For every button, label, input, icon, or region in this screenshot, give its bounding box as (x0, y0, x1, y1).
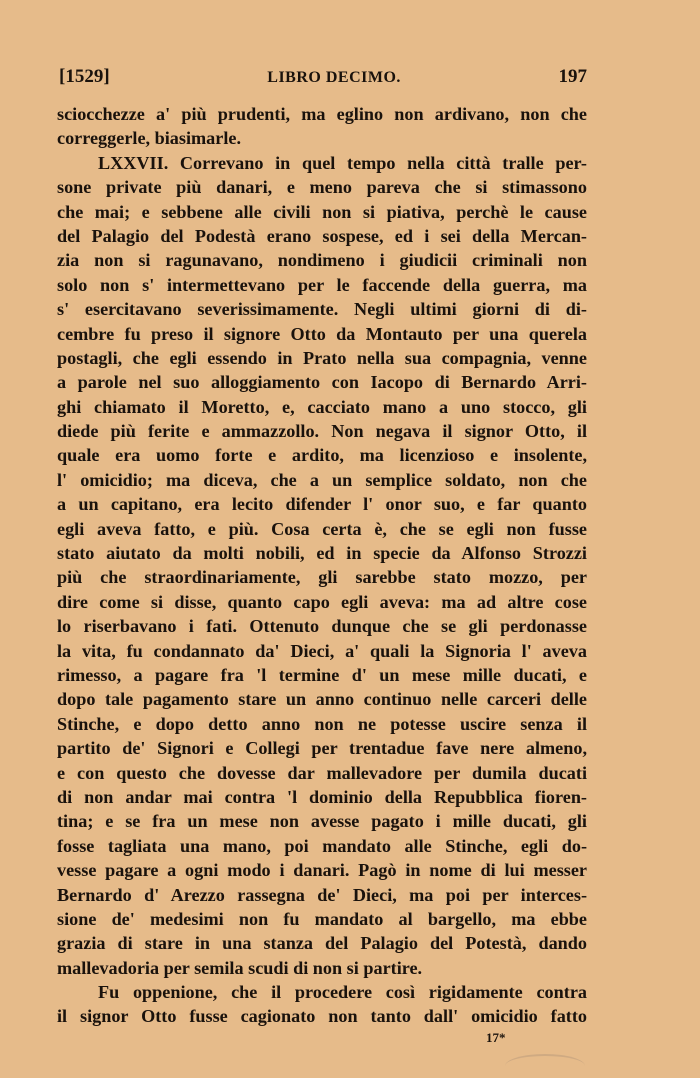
body-text (57, 102, 587, 1029)
text-line: s' esercitavano severissimamente. Negli ultimi giorni di di- (57, 299, 587, 320)
text-line: più che straordinariamente, gli sarebbe stato mozzo, per (57, 567, 587, 588)
text-line: Bernardo d' Arezzo rassegna de' Dieci, ma poi per interces- (57, 884, 587, 905)
text-line: l' omicidio; ma diceva, che a un semplice soldato, non che (57, 469, 587, 490)
text-line: Stinche, e dopo detto anno non ne potesse uscire senza il (57, 713, 587, 734)
text-line: LXXVII. Correvano in quel tempo nella città tralle per- (98, 152, 587, 173)
text-line: correggerle, biasimarle. (57, 128, 241, 149)
text-line: grazia di stare in una stanza del Palagio del Potestà, dando (57, 933, 587, 954)
text-line: dopo tale pagamento stare un anno continuo nelle carceri delle (57, 689, 587, 710)
text-line: a parole nel suo alloggiamento con Iacopo di Bernardo Arri- (57, 372, 587, 393)
text-line: zia non si ragunavano, nondimeno i giudicii criminali non (57, 250, 587, 271)
text-line: di non andar mai contra 'l dominio della Repubblica fioren- (57, 786, 587, 807)
text-line: rimesso, a pagare fra 'l termine d' un mese mille ducati, e (57, 664, 587, 685)
text-line: fosse tagliata una mano, poi mandato alle Stinche, egli do- (57, 835, 587, 856)
text-line: quale era uomo forte e ardito, ma licenzioso e insolente, (57, 445, 587, 466)
text-line: la vita, fu condannato da' Dieci, a' quali la Signoria l' aveva (57, 640, 587, 661)
text-line: cembre fu preso il signore Otto da Montauto per una querela (57, 323, 587, 344)
text-line: stato aiutato da molti nobili, ed in specie da Alfonso Strozzi (57, 543, 587, 564)
text-line: che mai; e sebbene alle civili non si piativa, perchè le cause (57, 201, 587, 222)
text-line: sione de' medesimi non fu mandato al bargello, ma ebbe (57, 908, 587, 929)
page-number: 197 (558, 66, 587, 87)
text-line: dire come si disse, quanto capo egli aveva: ma ad altre cose (57, 591, 587, 612)
text-line: diede più ferite e ammazzollo. Non negava il signor Otto, il (57, 421, 587, 442)
text-line: sciocchezze a' più prudenti, ma eglino non ardivano, non che (57, 104, 587, 124)
text-line: postagli, che egli essendo in Prato nella sua compagnia, venne (57, 347, 587, 368)
text-line: Fu oppenione, che il procedere così rigidamente contra (98, 982, 587, 1003)
text-line: lo riserbavano i fati. Ottenuto dunque che se gli perdonasse (57, 616, 587, 637)
text-line: egli aveva fatto, e più. Cosa certa è, che se egli non fusse (57, 518, 587, 539)
text-line: del Palagio del Podestà erano sospese, ed i sei della Mercan- (57, 225, 587, 246)
text-line: solo non s' intermettevano per le faccende della guerra, ma (57, 274, 587, 295)
text-line: tina; e se fra un mese non avesse pagato i mille ducati, gli (57, 811, 587, 832)
header-title: LIBRO DECIMO. (267, 69, 401, 86)
header-year: [1529] (59, 66, 110, 87)
text-line: ghi chiamato il Moretto, e, cacciato mano a uno stocco, gli (57, 396, 587, 417)
text-line: a un capitano, era lecito difender l' onor suo, e far quanto (57, 494, 587, 515)
text-line: sone private più danari, e meno pareva che si stimassono (57, 177, 587, 198)
text-line: vesse pagare a ogni modo i danari. Pagò in nome di lui messer (57, 860, 587, 881)
watermark-arc (505, 1054, 585, 1078)
text-line: mallevadoria per semila scudi di non si partire. (57, 957, 423, 978)
running-header (59, 66, 587, 88)
signature-mark: 17* (486, 1030, 506, 1045)
text-line: partito de' Signori e Collegi per trentadue fave nere almeno, (57, 738, 587, 759)
text-line: e con questo che dovesse dar mallevadore per dumila ducati (57, 762, 587, 783)
text-line: il signor Otto fusse cagionato non tanto dall' omicidio fatto (57, 1006, 587, 1027)
